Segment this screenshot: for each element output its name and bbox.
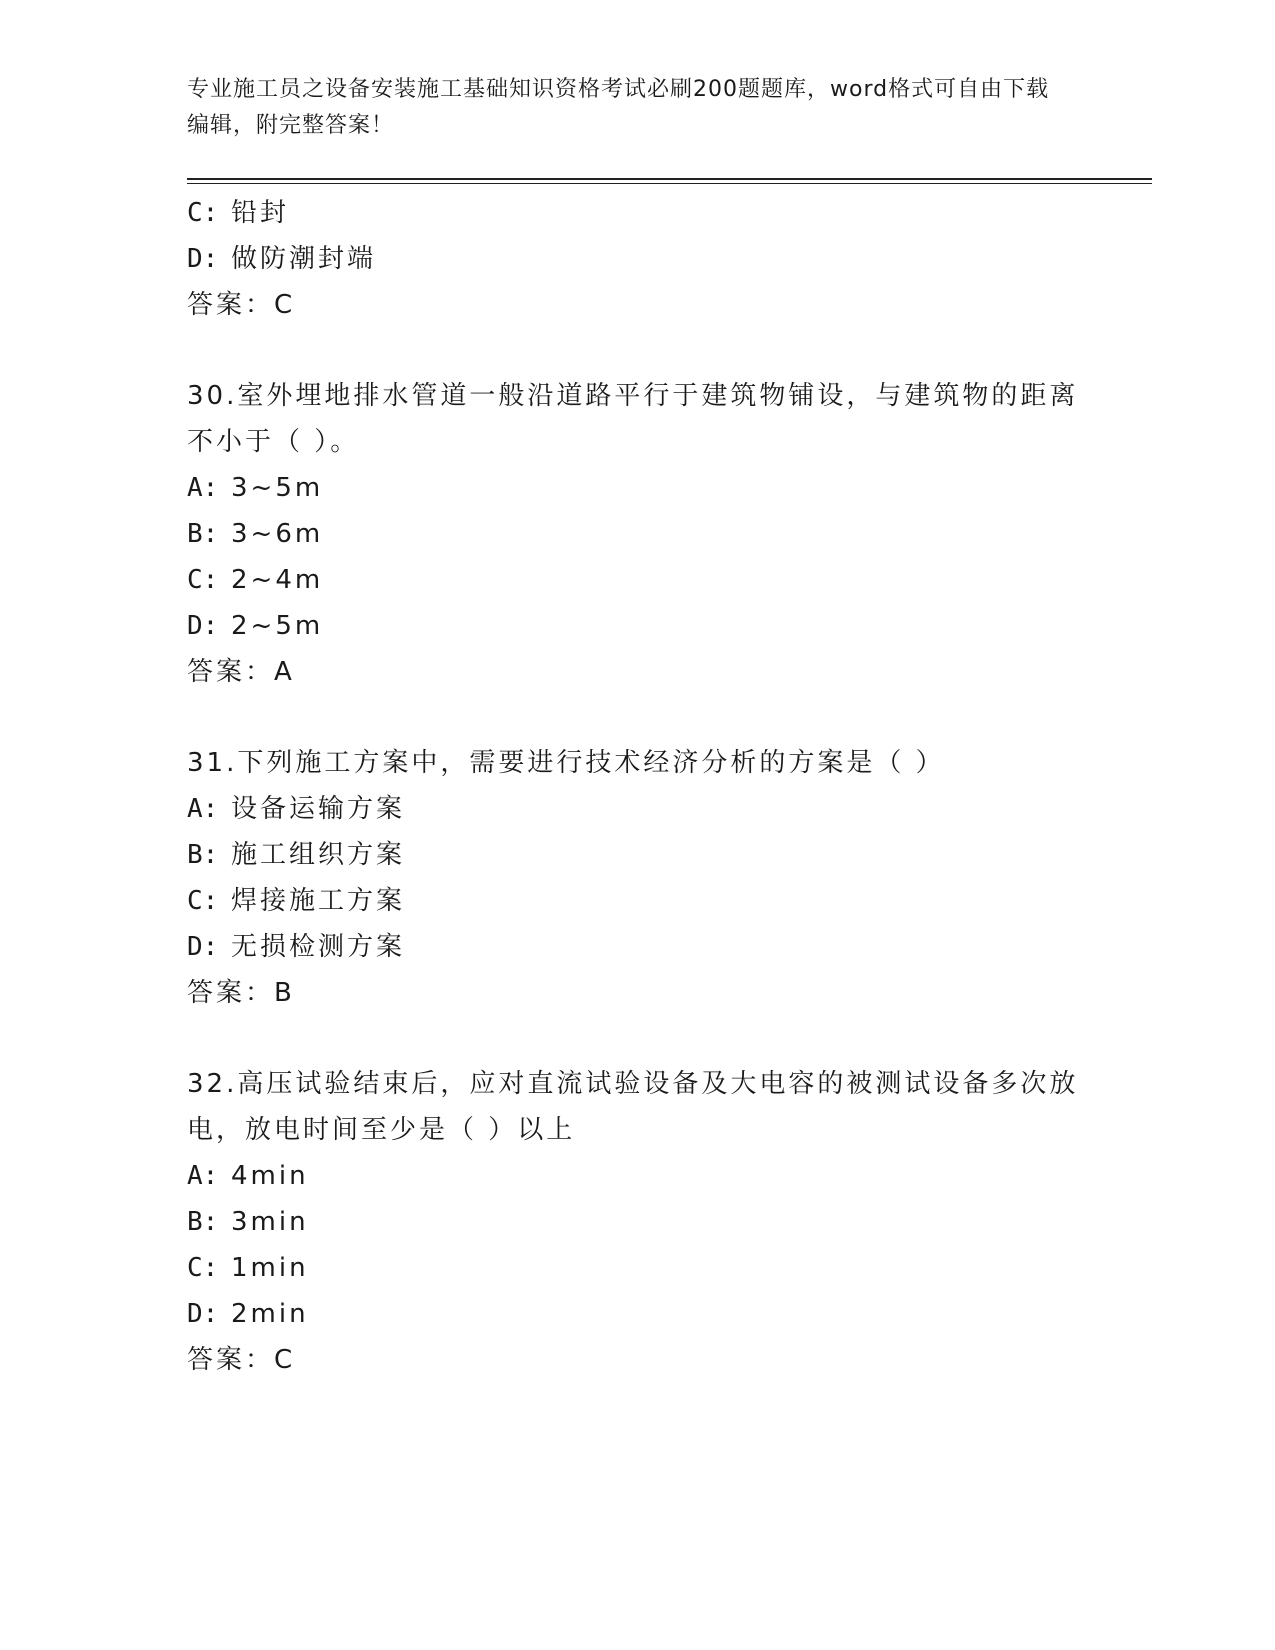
option-text: 焊接施工方案 [231, 886, 406, 916]
option-text: 3~5m [231, 473, 324, 503]
option-text: 3~6m [231, 519, 324, 549]
option-row [187, 511, 1087, 557]
option-row [187, 1245, 1087, 1291]
answer-line: 答案：A [187, 657, 295, 687]
option-key: A: [187, 794, 219, 824]
question-stem-line2: 电，放电时间至少是（ ）以上 [187, 1115, 576, 1145]
option-text: 设备运输方案 [231, 794, 406, 824]
option-key: B: [187, 519, 219, 549]
option-key: C: [187, 565, 219, 595]
question-stem-line2: 不小于（ ）。 [187, 427, 360, 457]
option-row [187, 557, 1087, 603]
option-row [187, 924, 1087, 970]
option-row [187, 1291, 1087, 1337]
option-text: 4min [231, 1161, 309, 1191]
question-32 [187, 1061, 1087, 1383]
option-row [187, 1153, 1087, 1199]
option-text: 2min [231, 1299, 309, 1329]
option-key: D: [187, 932, 219, 962]
option-row [187, 1199, 1087, 1245]
option-key: C: [187, 886, 219, 916]
option-row [187, 236, 1087, 282]
question-31 [187, 740, 1087, 1016]
answer-line: 答案：B [187, 978, 295, 1008]
question-stem-line1: 31.下列施工方案中，需要进行技术经济分析的方案是（ ） [187, 748, 945, 778]
option-key: C: [187, 198, 219, 228]
option-row [187, 786, 1087, 832]
option-text: 1min [231, 1253, 309, 1283]
option-key: B: [187, 1207, 219, 1237]
spacer [187, 1016, 1087, 1061]
answer-line: 答案：C [187, 1345, 296, 1375]
option-key: A: [187, 1161, 219, 1191]
spacer [187, 328, 1087, 373]
question-30 [187, 373, 1087, 695]
header-divider-thick [187, 178, 1152, 180]
spacer [187, 695, 1087, 740]
option-row [187, 190, 1087, 236]
option-key: D: [187, 244, 219, 274]
option-text: 2~4m [231, 565, 324, 595]
question-stem-line1: 30.室外埋地排水管道一般沿道路平行于建筑物铺设，与建筑物的距离 [187, 381, 1079, 411]
header-title: 专业施工员之设备安装施工基础知识资格考试必刷200题题库，word格式可自由下载编辑，附完整答案！ [187, 77, 1050, 138]
question-list [187, 190, 1087, 1383]
option-key: D: [187, 1299, 219, 1329]
option-text: 2~5m [231, 611, 324, 641]
option-key: A: [187, 473, 219, 503]
option-row [187, 832, 1087, 878]
document-header [187, 72, 1067, 144]
carryover-block [187, 190, 1087, 328]
header-divider-thin [187, 183, 1152, 184]
option-row [187, 878, 1087, 924]
option-text: 施工组织方案 [231, 840, 406, 870]
question-stem-line1: 32.高压试验结束后，应对直流试验设备及大电容的被测试设备多次放 [187, 1069, 1079, 1099]
option-key: B: [187, 840, 219, 870]
option-key: C: [187, 1253, 219, 1283]
option-text: 3min [231, 1207, 309, 1237]
option-text: 做防潮封端 [231, 244, 377, 274]
option-row [187, 465, 1087, 511]
answer-line: 答案：C [187, 290, 296, 320]
option-text: 无损检测方案 [231, 932, 406, 962]
option-text: 铅封 [231, 198, 290, 228]
option-key: D: [187, 611, 219, 641]
option-row [187, 603, 1087, 649]
